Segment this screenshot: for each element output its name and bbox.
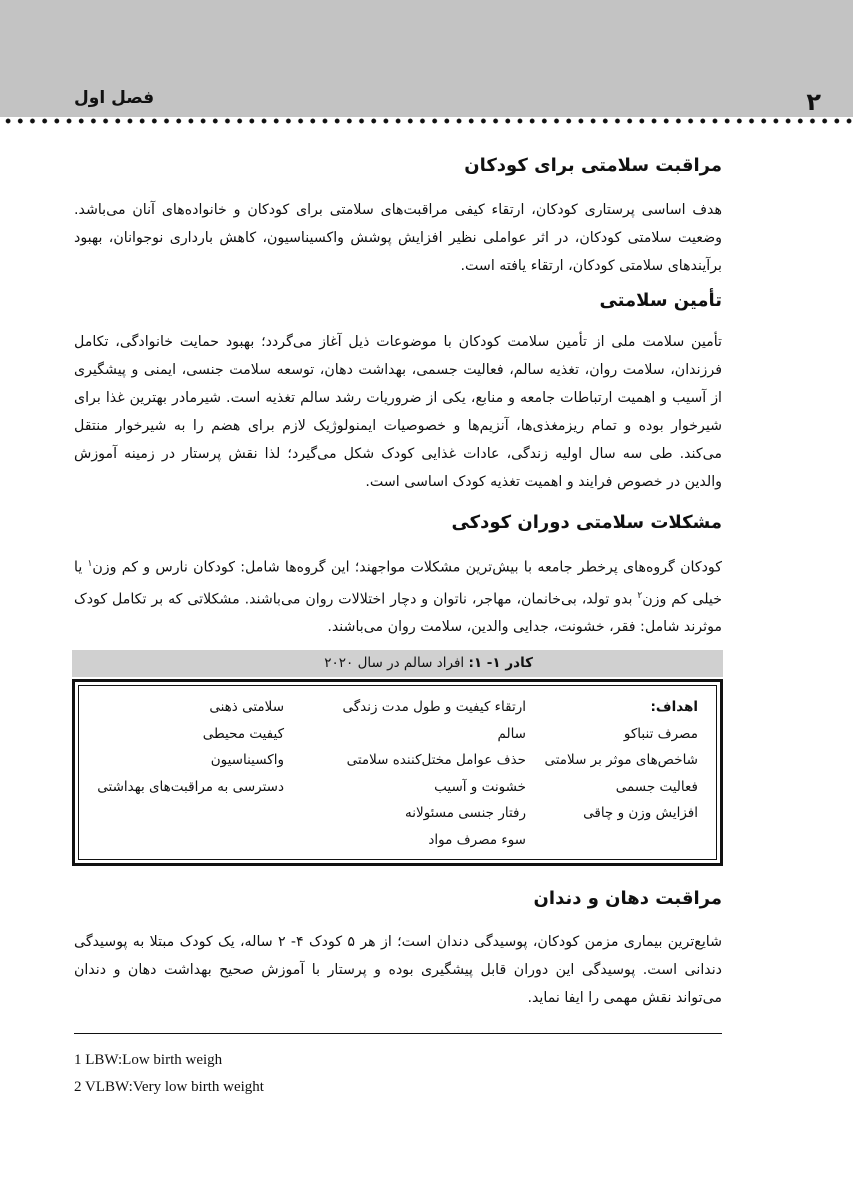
box-item: واکسیناسیون xyxy=(210,752,284,768)
footnote-ref-1: ۱ xyxy=(87,559,93,569)
box-item: ارتقاء کیفیت و طول مدت زندگی سالم xyxy=(342,699,526,742)
page-number: ۲ xyxy=(806,88,821,116)
footnote-2: 2 VLBW:Very low birth weight xyxy=(74,1079,264,1095)
section-paragraph-child-health-care: هدف اساسی پرستاری کودکان، ارتقاء کیفی مراقبت‌های سلامتی برای کودکان و خانواده‌های آنان می‌باشد. وضعیت سلامتی کودکان، در اثر عواملی نظیر افزایش پوشش واکسیناسیون، کاهش بارداری نوجوانان، بهبود برآیندهای سلامتی کودکان، ارتقاء یافته است. xyxy=(74,202,722,274)
box-item: حذف عوامل مختل‌کننده سلامتی xyxy=(346,752,526,768)
box-column-3 xyxy=(64,694,284,800)
section-paragraph-childhood-problems xyxy=(74,550,722,641)
goals-label: اهداف: xyxy=(650,699,698,715)
section-heading-oral-dental-care: مراقبت دهان و دندان xyxy=(533,888,722,909)
box-item: دسترسی به مراقبت‌های بهداشتی xyxy=(97,778,284,795)
box-item: خشونت و آسیب xyxy=(434,778,526,795)
box-frame xyxy=(72,679,723,866)
box-column-1 xyxy=(528,694,698,827)
footnote-divider xyxy=(74,1033,722,1034)
chapter-title: فصل اول xyxy=(74,88,155,108)
section-heading-child-health-care: مراقبت سلامتی برای کودکان xyxy=(464,155,722,176)
box-column-2 xyxy=(316,694,526,853)
box-title-label: کادر ۱- ۱: xyxy=(468,655,533,671)
box-item: سلامتی ذهنی xyxy=(209,699,284,715)
section-paragraph-oral-dental-care: شایع‌ترین بیماری مزمن کودکان، پوسیدگی دندان است؛ از هر ۵ کودک ۴- ۲ ساله، یک کودک مبتلا به پوسیدگی دندانی است. پوسیدگی این دوران قابل پیشگیری بوده و پرستار با آموزش صحیح بهداشت دهان و دندان می‌تواند نقش مهمی را ایفا نماید. xyxy=(74,934,722,1006)
box-title-bar xyxy=(72,650,723,677)
box-item: شاخص‌های موثر بر سلامتی xyxy=(544,752,698,768)
section-paragraph-health-provision: تأمین سلامت ملی از تأمین سلامت کودکان با موضوعات ذیل آغاز می‌گردد؛ بهبود حمایت خانوادگی، تکامل فرزندان، سلامت روان، تغذیه سالم، فعالیت جسمی، بهداشت دهان، توسعه سلامت جنسی، ایمنی و پیشگیری از آسیب و اهمیت ارتباطات جامعه و منابع، یکی از ضروریات رشد سالم تغذیه است. شیرمادر بهترین غذا برای شیرخوار بوده و تمام ریزمغذی‌ها، آنزیم‌ها و خصوصیات ایمنولوژیک لازم برای هضم را به شیرخوار منتقل می‌کند. طی سه سال اولیه زندگی، عادات غذایی کودک شکل می‌گیرد؛ لذا نقش پرستار در زمینه آموزش والدین در خصوص فرایند و اهمیت تغذیه کودک اساسی است. xyxy=(74,334,722,490)
section-heading-health-provision: تأمین سلامتی xyxy=(599,290,722,311)
box-title-text: افراد سالم در سال ۲۰۲۰ xyxy=(324,655,469,671)
paragraph-text: کودکان گروه‌های پرخطر جامعه با بیش‌ترین مشکلات مواجهند؛ این گروه‌ها شامل: کودکان نارس و کم وزن xyxy=(92,559,722,576)
footnote-1: 1 LBW:Low birth weigh xyxy=(74,1052,223,1068)
box-item: سوء مصرف مواد xyxy=(428,831,526,848)
box-item: افزایش وزن و چاقی xyxy=(583,805,698,821)
section-heading-childhood-problems: مشکلات سلامتی دوران کودکی xyxy=(451,512,722,533)
dotted-divider xyxy=(0,117,853,125)
box-item: مصرف تنباکو xyxy=(623,725,698,742)
box-inner-frame xyxy=(78,685,717,860)
box-item: رفتار جنسی مسئولانه xyxy=(405,805,526,821)
box-item: کیفیت محیطی xyxy=(202,725,284,742)
footnotes xyxy=(74,1047,264,1101)
paragraph-text: بدو تولد، بی‌خانمان، مهاجر، ناتوان و دچار اختلالات روان می‌باشند. مشکلاتی که بر تکامل کودک موثرند شامل: فقر، خشونت، جدایی والدین، سلامت روان می‌باشند. xyxy=(74,591,722,636)
footnote-ref-2: ۲ xyxy=(637,590,643,601)
box-item: فعالیت جسمی xyxy=(615,778,698,795)
paragraph-text: یا خیلی کم وزن xyxy=(74,559,722,608)
